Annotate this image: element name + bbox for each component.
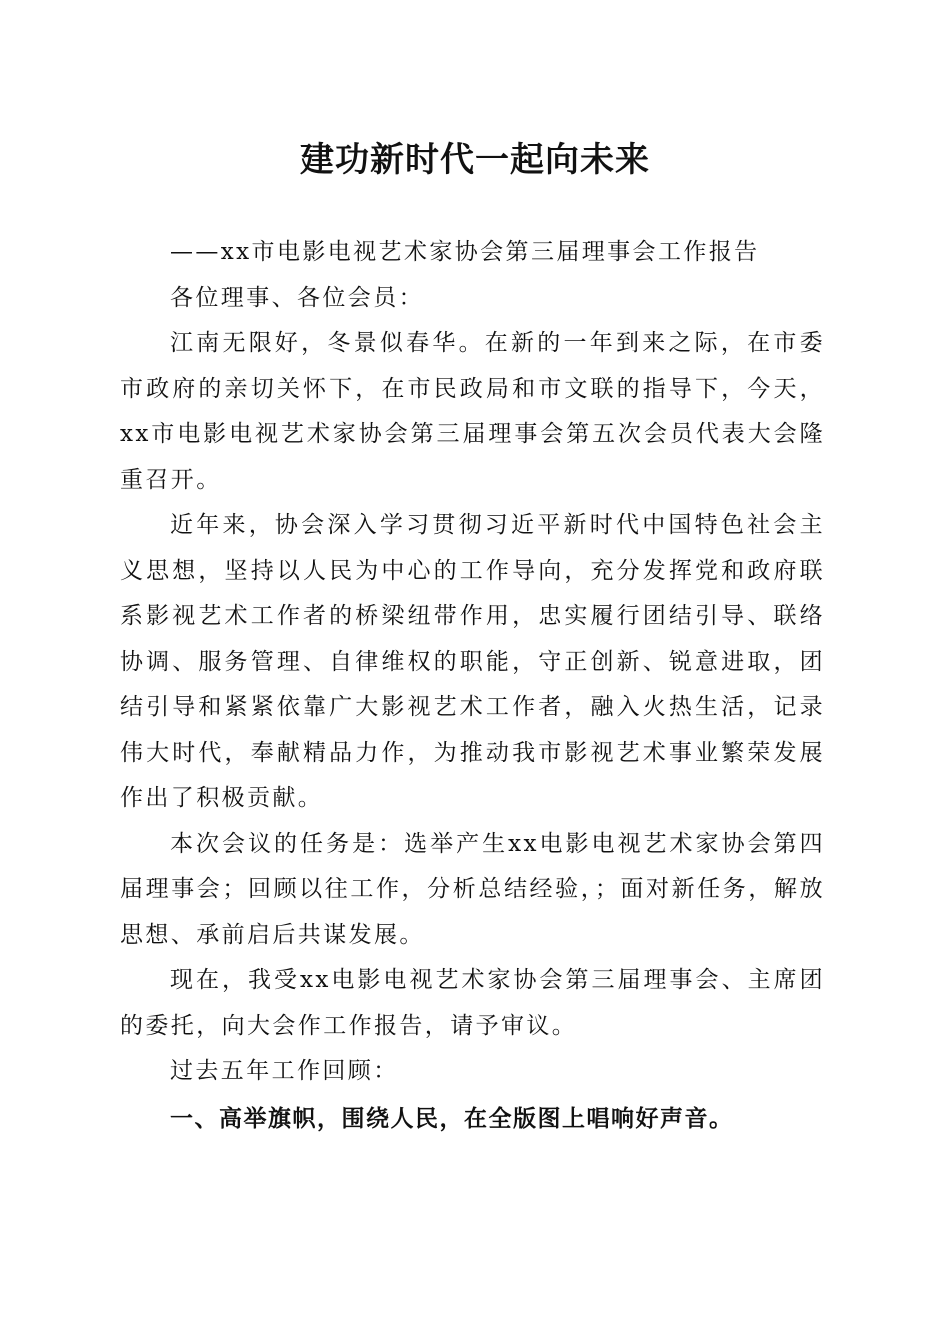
paragraph-report-intro: 现在，我受xx电影电视艺术家协会第三届理事会、主席团的委托，向大会作工作报告，请予审议。 xyxy=(120,967,825,1039)
salutation: 各位理事、各位会员： xyxy=(170,284,424,311)
paragraph-meeting-tasks: 本次会议的任务是：选举产生xx电影电视艺术家协会第四届理事会；回顾以往工作，分析总结经验，；面对新任务，解放思想、承前启后共谋发展。 xyxy=(120,830,825,948)
document-title: 建功新时代一起向未来 xyxy=(300,140,650,180)
review-intro: 过去五年工作回顾： xyxy=(170,1058,399,1084)
paragraph-opening: 江南无限好，冬景似春华。在新的一年到来之际，在市委市政府的亲切关怀下，在市民政局和市文联的指导下，今天，xx市电影电视艺术家协会第三届理事会第五次会员代表大会隆重召开。 xyxy=(120,330,825,493)
section-heading-1: 一、高举旗帜，围绕人民，在全版图上唱响好声音。 xyxy=(170,1105,734,1132)
paragraph-achievements: 近年来，协会深入学习贯彻习近平新时代中国特色社会主义思想，坚持以人民为中心的工作导向，充分发挥党和政府联系影视艺术工作者的桥梁纽带作用，忠实履行团结引导、联络协调、服务管理、自律维权的职能，守正创新、锐意进取，团结引导和紧紧依靠广大影视艺术工作者，融入火热生活，记录伟大时代，奉献精品力作，为推动我市影视艺术事业繁荣发展作出了积极贡献。 xyxy=(120,512,825,811)
report-subtitle: ——xx市电影电视艺术家协会第三届理事会工作报告 xyxy=(170,239,760,265)
document-body xyxy=(120,230,825,1142)
